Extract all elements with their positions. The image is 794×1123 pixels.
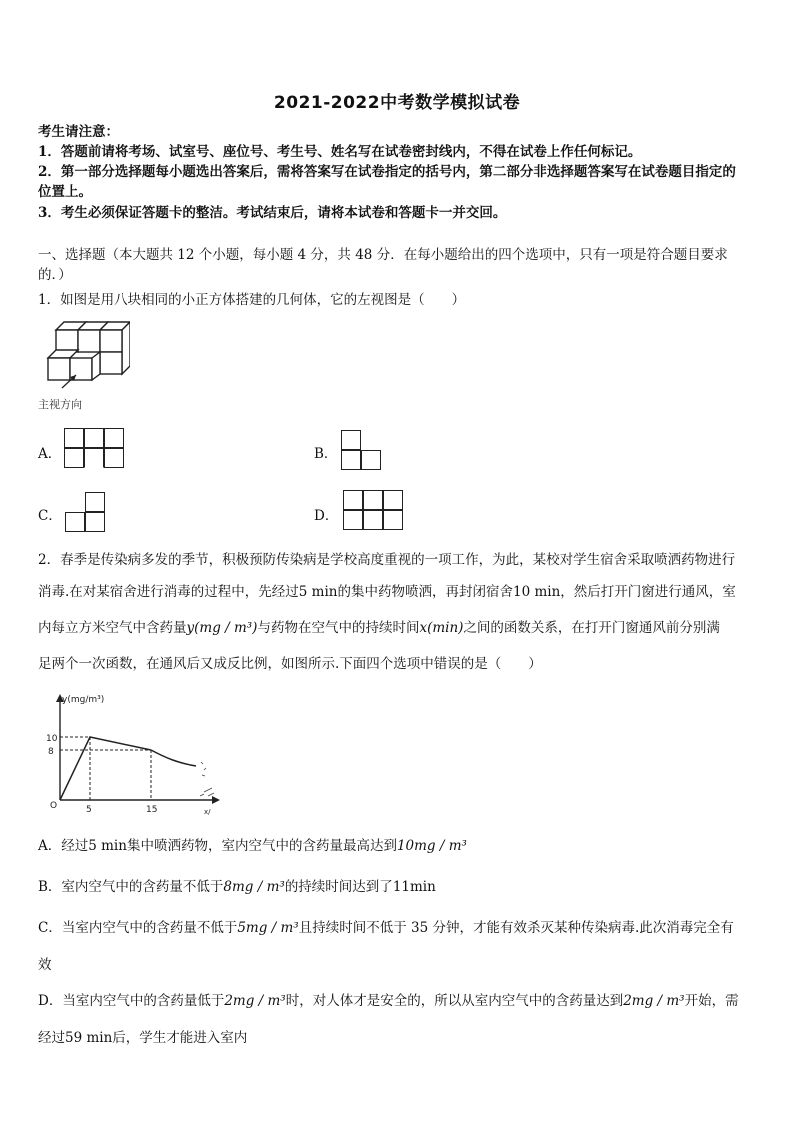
question-2-line-4: 足两个一次函数，在通风后又成反比例，如图所示.下面四个选项中错误的是（ ） [38,656,542,672]
q2-option-d: D．当室内空气中的含药量低于2mg / m³时，对人体才是安全的，所以从室内空气中的含药量达到2mg / m³开始，需 [38,993,739,1009]
graph-xtick-15: 15 [146,805,158,815]
option-c-label: C． [38,508,62,524]
q2-option-c: C．当室内空气中的含药量不低于5mg / m³且持续时间不低于 35 分钟，才能有效杀灭某种传染病毒.此次消毒完全有 [38,920,734,936]
graph-linear-segments [60,737,151,800]
notice-item-2-cont: 位置上。 [38,184,92,200]
option-b-label: B． [314,446,338,462]
question-2-line-2: 消毒.在对某宿舍进行消毒的过程中，先经过5 min的集中药物喷洒，再封闭宿舍10 min，然后打开门窗进行通风，室 [38,584,736,600]
notice-heading: 考生请注意： [38,124,119,140]
notice-item-3: 3．考生必须保证答题卡的整洁。考试结束后，请将本试卷和答题卡一并交回。 [38,205,507,221]
view-direction-caption: 主视方向 [38,398,82,411]
graph-x-label: x/ [204,808,211,816]
q2-option-b: B．室内空气中的含药量不低于8mg / m³的持续时间达到了11min [38,879,436,895]
option-d-label: D． [314,508,339,524]
notice-item-1: 1．答题前请将考场、试室号、座位号、考生号、姓名写在试卷密封线内，不得在试卷上作任何标记。 [38,144,642,160]
graph-ytick-8: 8 [48,747,54,757]
option-a-label: A． [38,446,62,462]
question-2-line-3: 内每立方米空气中含药量y(mg / m³)与药物在空气中的持续时间x(min)之间的函数关系，在打开门窗通风前分别满 [38,620,720,636]
notice-item-2: 2．第一部分选择题每小题选出答案后，需将答案写在试卷指定的括号内，第二部分非选择题答案写在试卷题目指定的 [38,164,736,180]
graph-inverse-curve [151,750,196,766]
q2-option-c-cont: 效 [38,957,52,973]
graph-xtick-5: 5 [86,805,92,815]
section-heading-cont: 的．） [38,267,72,283]
q2-function-graph [36,690,226,822]
q1-solid-figure [40,318,130,398]
graph-y-label: y(mg/m³) [62,695,105,705]
question-2-line-1: 2．春季是传染病多发的季节，积极预防传染病是学校高度重视的一项工作，为此，某校对学生宿舍采取喷洒药物进行 [38,552,736,568]
page-title: 2021-2022中考数学模拟试卷 [273,93,521,113]
section-heading: 一、选择题（本大题共 12 个小题，每小题 4 分，共 48 分．在每小题给出的四个选项中，只有一项是符合题目要求 [38,247,728,263]
q2-option-d-cont: 经过59 min后，学生才能进入室内 [38,1030,248,1046]
question-1-stem: 1．如图是用八块相同的小正方体搭建的几何体，它的左视图是（ ） [38,292,466,308]
graph-ytick-10: 10 [46,734,58,744]
q2-option-a: A．经过5 min集中喷洒药物，室内空气中的含药量最高达到10mg / m³ [38,838,467,854]
graph-origin: O [50,801,58,811]
